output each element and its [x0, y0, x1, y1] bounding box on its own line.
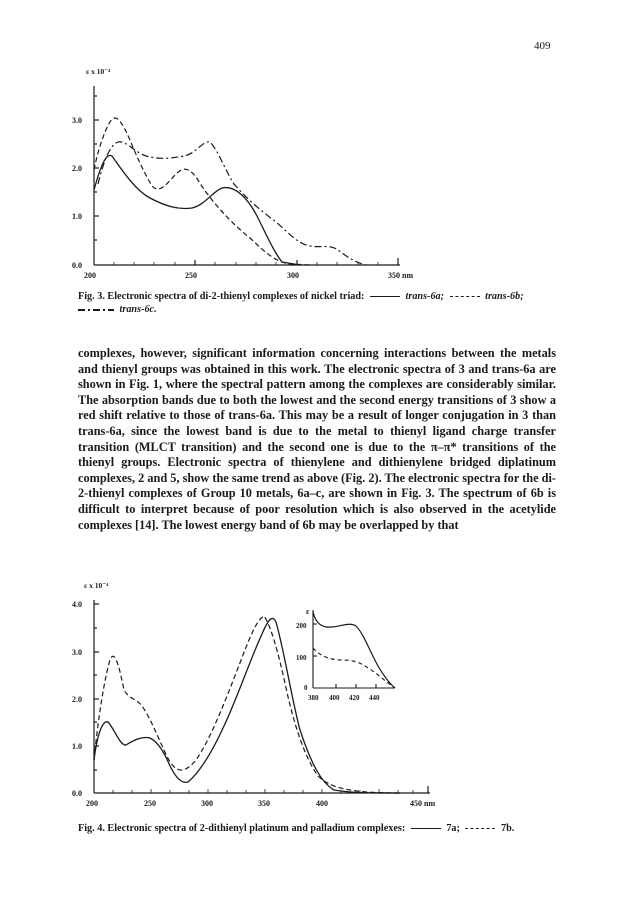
legend-solid-line [370, 296, 400, 297]
fig4-xtick: 250 [144, 799, 156, 808]
fig3-curve-trans-6b [94, 118, 310, 265]
fig4-xtick: 350 [258, 799, 270, 808]
fig4-inset-xtick: 420 [349, 694, 360, 702]
page-number: 409 [534, 40, 551, 52]
fig3-ytick: 3.0 [72, 116, 82, 125]
fig4-ytick: 1.0 [72, 742, 82, 751]
fig3-axes [94, 86, 400, 265]
fig4-xtick: 450 nm [410, 799, 436, 808]
body-paragraph [78, 346, 556, 533]
fig4-axes [94, 600, 430, 793]
fig4-caption-label-a: 7a; [446, 823, 460, 834]
fig4-xtick: 200 [86, 799, 98, 808]
fig3-caption-label-c: trans-6c. [119, 304, 157, 315]
fig4-ytick: 0.0 [72, 789, 82, 798]
fig3-curve-trans-6a [94, 155, 300, 265]
fig3-xtick: 250 [185, 271, 197, 280]
fig4-caption [78, 822, 578, 835]
fig4-inset-axes [313, 610, 395, 688]
fig3-xtick: 350 nm [388, 271, 414, 280]
fig4-inset-ytick: 0 [304, 684, 308, 692]
fig3-caption-prefix: Fig. 3. Electronic spectra of di-2-thienyl complexes of nickel triad: [78, 291, 365, 302]
legend-dashdot-line [78, 309, 114, 311]
fig4-caption-prefix: Fig. 4. Electronic spectra of 2-dithienyl platinum and palladium complexes: [78, 823, 406, 834]
fig4-ylabel: ε x 10⁻⁴ [84, 581, 109, 590]
fig4-inset-ytick: 200 [296, 622, 307, 630]
fig4-inset-xtick: 380 [308, 694, 319, 702]
fig4-xtick: 300 [201, 799, 213, 808]
fig3-ytick: 0.0 [72, 261, 82, 270]
fig4-inset-xtick: 400 [329, 694, 340, 702]
fig4-inset-curve-7a [313, 612, 395, 688]
fig4-ytick: 4.0 [72, 600, 82, 609]
fig4-xtick: 400 [316, 799, 328, 808]
fig3-xtick: 300 [287, 271, 299, 280]
body-text: complexes, however, significant information concerning interactions between the metals and thienyl groups was obtained in this work. The electronic spectra of 3 and trans-6a are shown in Fig. 1, where the spectral pattern among the complexes are considerably similar. The absorption bands due to both the lowest and the second energy transitions of 3 show a red shift relative to those of trans-6a. This may be a result of longer conjugation in 3 than trans-6a, since the lowest band is due to the metal to thienyl ligand charge transfer transition (MLCT transition) and the second one is due to the π–π* transitions of the thienyl groups. Electronic spectra of thienylene and dithienylene bridged diplatinum complexes, 2 and 5, show the same trend as above (Fig. 2). The electronic spectra for the di-2-thienyl complexes of Group 10 metals, 6a–c, are shown in Fig. 3. The spectrum of 6b is difficult to interpret because of poor resolution which is also observed in the acetylide complexes [14]. The lowest energy band of 6b may be overlapped by that [78, 346, 556, 532]
legend-dashed-line [465, 828, 495, 829]
fig3-ylabel: ε x 10⁻⁴ [86, 67, 111, 76]
fig4-inset-xtick: 440 [369, 694, 380, 702]
fig3-caption [78, 290, 558, 316]
fig4-ytick: 2.0 [72, 695, 82, 704]
fig4-inset-ytick: 100 [296, 654, 307, 662]
fig4-ytick: 3.0 [72, 648, 82, 657]
fig4-inset-curve-7b [313, 648, 395, 688]
fig4-curve-7b [94, 616, 400, 793]
fig4-caption-label-b: 7b. [501, 823, 515, 834]
fig3-ytick: 2.0 [72, 164, 82, 173]
fig3-caption-label-a: trans-6a; [405, 291, 445, 302]
fig3-ytick: 1.0 [72, 212, 82, 221]
legend-solid-line [411, 828, 441, 829]
legend-dashed-line [450, 296, 480, 297]
fig3-xtick: 200 [84, 271, 96, 280]
fig4-inset-ylabel: ε [306, 607, 310, 616]
fig3-caption-label-b: trans-6b; [485, 291, 524, 302]
